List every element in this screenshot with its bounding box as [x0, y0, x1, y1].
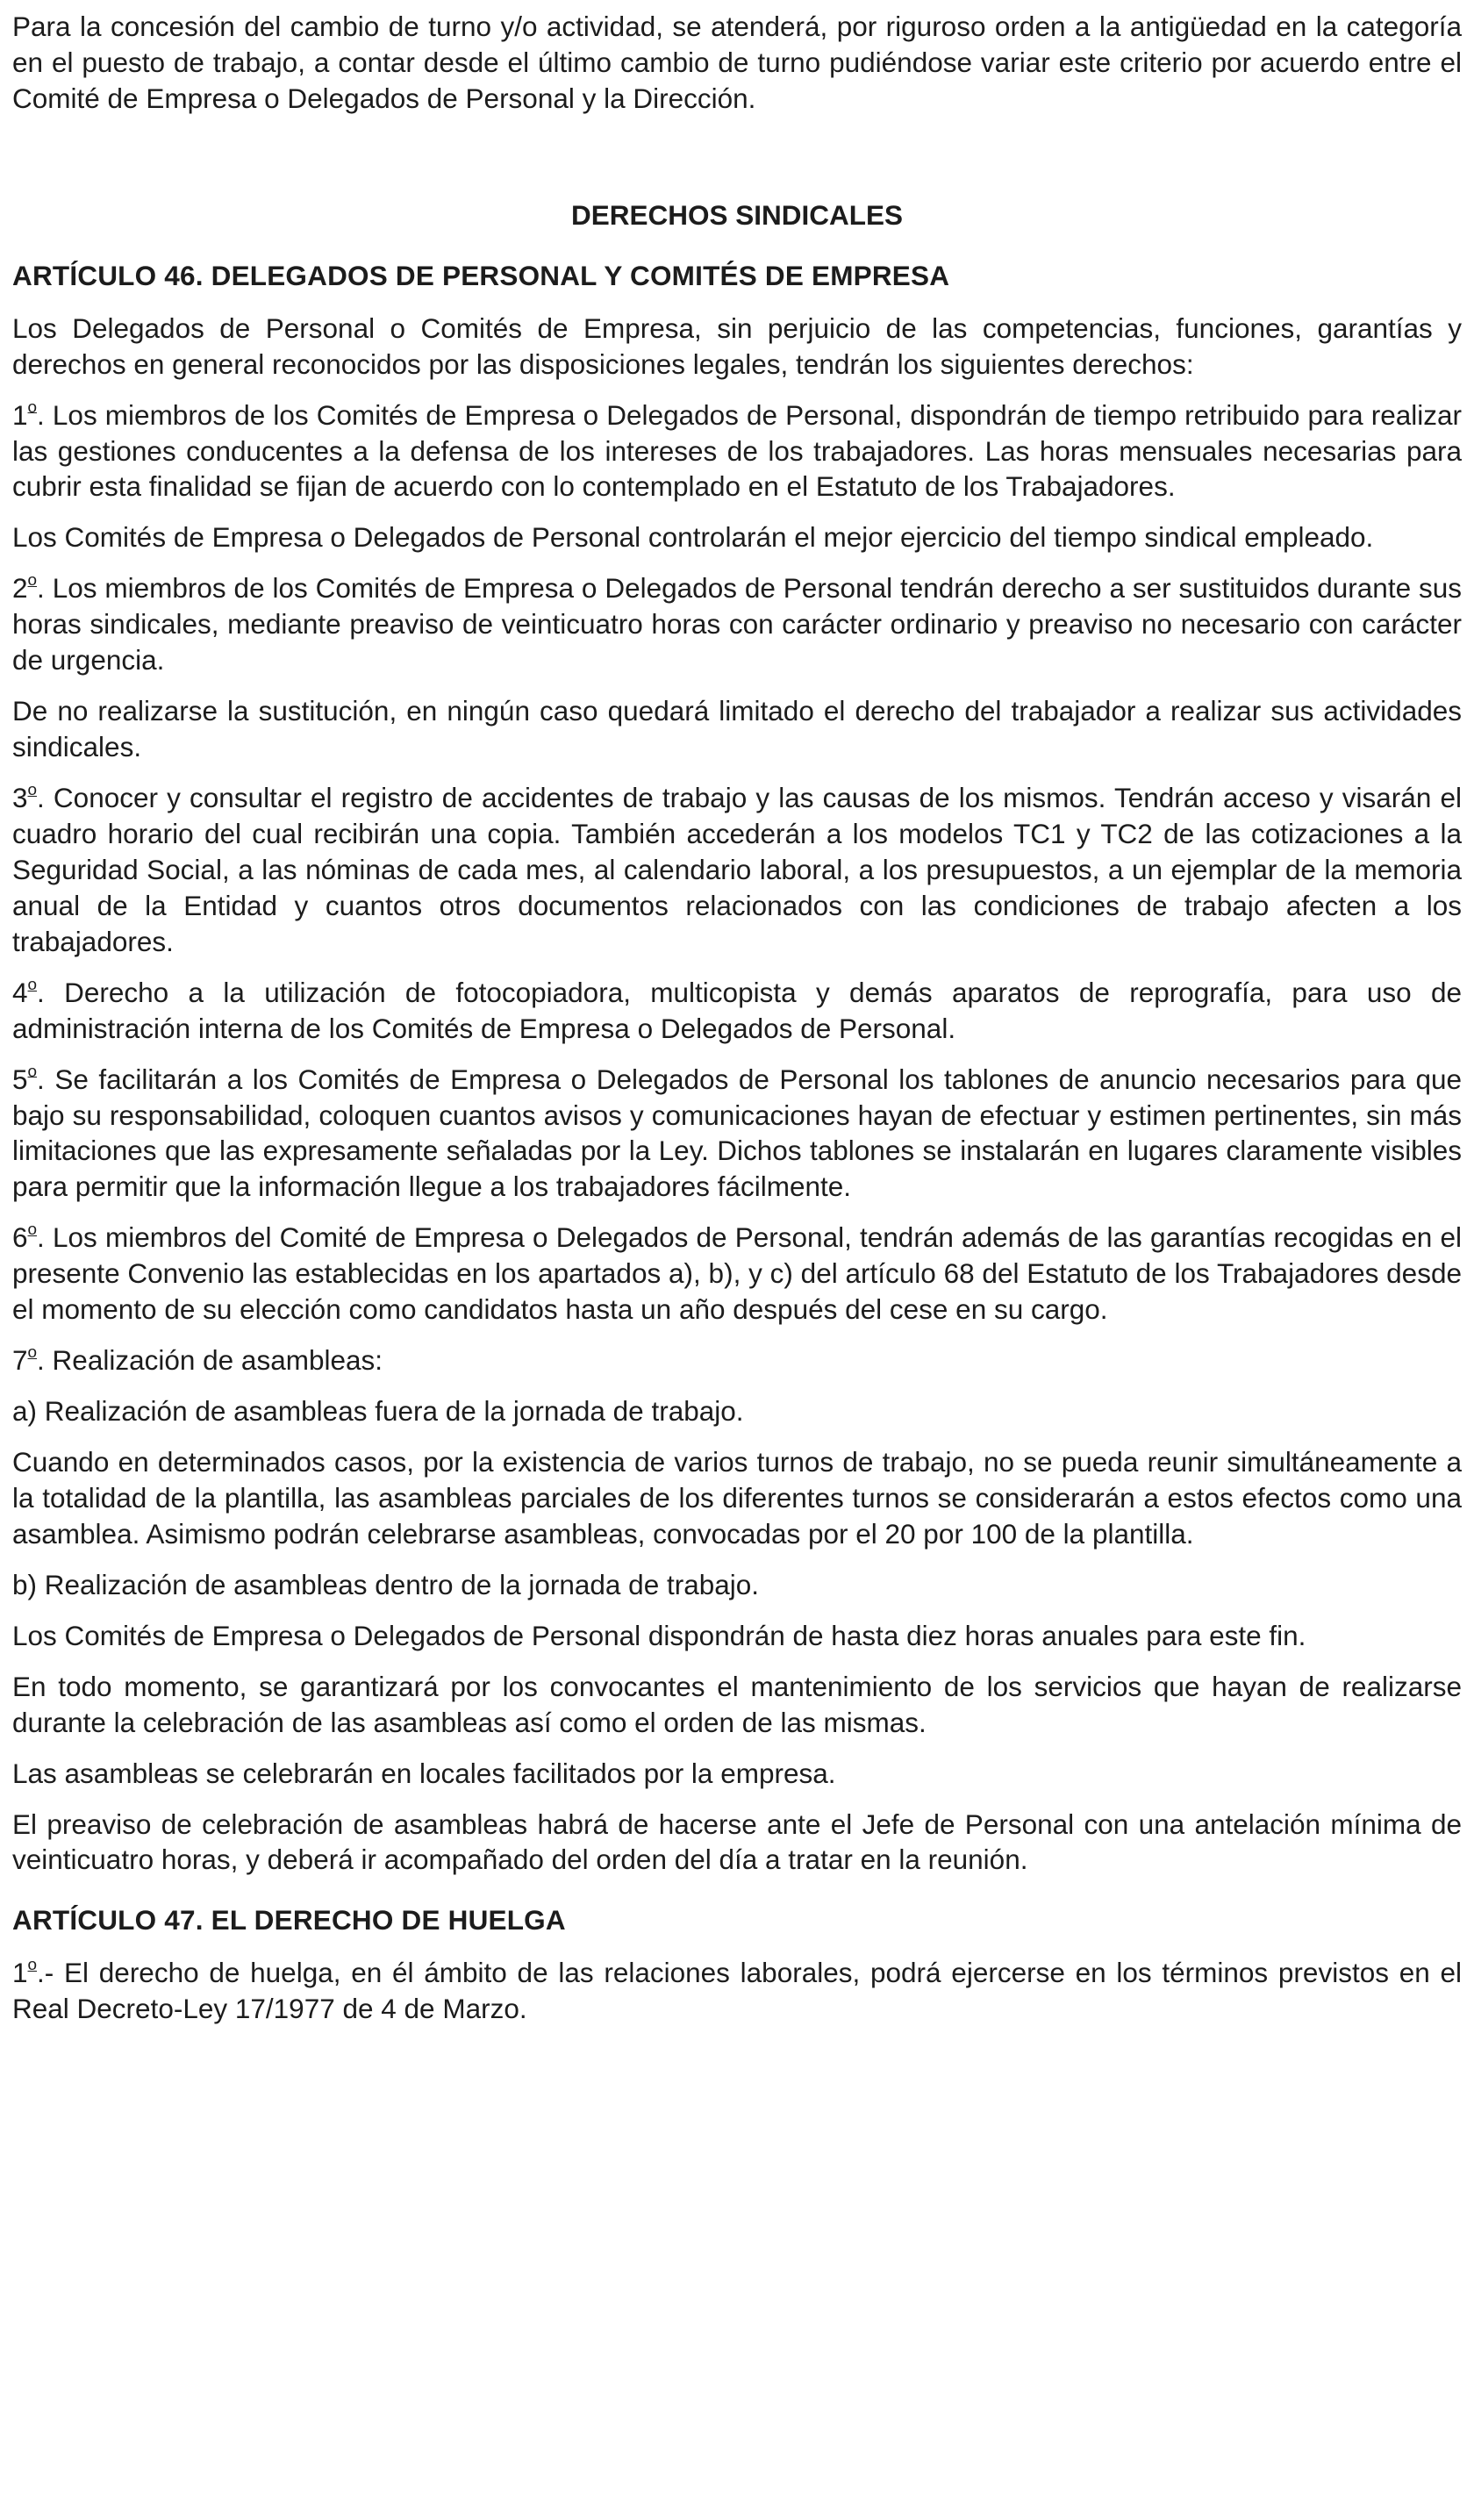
article-46-item-7b-text: Los Comités de Empresa o Delegados de Personal dispondrán de hasta diez horas anuales para este fin. — [12, 1619, 1306, 1651]
article-46-item-5 — [12, 1062, 1462, 1206]
article-46-item-3 — [12, 780, 1462, 960]
article-46-item-7 — [12, 1342, 1462, 1378]
article-46-item-1 — [12, 397, 1462, 505]
ordinal-indicator: o — [27, 780, 38, 799]
item-number: 6 — [12, 1221, 28, 1254]
article-47-title: ARTÍCULO 47. EL DERECHO DE HUELGA — [12, 1904, 566, 1937]
item-text: . Realización de asambleas: — [37, 1344, 383, 1377]
article-46-item-7a-text: Cuando en determinados casos, por la existencia de varios turnos de trabajo, no se pueda reunir simultáneamente a la totalidad de la plantilla, las asambleas parciales de los diferentes turnos se considerarán a estos efectos como una asamblea. Asimismo podrán celebrarse asambleas, convocadas por el 20 por 100 de la plantilla. — [12, 1446, 1462, 1550]
article-46-item-1-followup: Los Comités de Empresa o Delegados de Personal controlarán el mejor ejercicio del tiempo sindical empleado. — [12, 521, 1374, 554]
item-number: 2 — [12, 572, 28, 605]
ordinal-indicator: o — [27, 1062, 38, 1081]
article-46-item-7a: a) Realización de asambleas fuera de la jornada de trabajo. — [12, 1395, 744, 1428]
section-title: DERECHOS SINDICALES — [570, 198, 904, 231]
item-number: 1 — [12, 398, 28, 431]
item-text: . Los miembros de los Comités de Empresa o Delegados de Personal, dispondrán de tiempo retribuido para realizar las gestiones conducentes a la defensa de los intereses de los trabajadores. Las horas mensuales necesarias para cubrir esta finalidad se fijan de acuerdo con lo contemplado en el Estatuto de los Trabajadores. — [12, 398, 1462, 503]
article-46-guarantee: En todo momento, se garantizará por los convocantes el mantenimiento de los servicios que hayan de realizarse durante la celebración de las asambleas así como el orden de las mismas. — [12, 1670, 1462, 1738]
item-number: 4 — [12, 976, 28, 1008]
item-text: . Los miembros de los Comités de Empresa o Delegados de Personal tendrán derecho a ser sustituidos durante sus horas sindicales, mediante preaviso de veinticuatro horas con carácter ordinario y preaviso no necesario con carácter de urgencia. — [12, 572, 1462, 677]
article-46-item-2-followup: De no realizarse la sustitución, en ningún caso quedará limitado el derecho del trabajador a realizar sus actividades sindicales. — [12, 695, 1462, 763]
article-46-intro: Los Delegados de Personal o Comités de Empresa, sin perjuicio de las competencias, funciones, garantías y derechos en general reconocidos por las disposiciones legales, tendrán los siguientes derechos: — [12, 311, 1462, 380]
article-47-item-1 — [12, 1955, 1462, 2027]
item-number: 5 — [12, 1063, 28, 1095]
document-page — [12, 9, 1462, 2042]
article-46-locales: Las asambleas se celebrarán en locales facilitados por la empresa. — [12, 1757, 836, 1789]
item-text: . Se facilitarán a los Comités de Empresa o Delegados de Personal los tablones de anuncio necesarios para que bajo su responsabilidad, coloquen cuantos avisos y comunicaciones hayan de efectuar y estimen pertinentes, sin más limitaciones que las expresamente señaladas por la Ley. Dichos tablones se instalarán en lugares claramente visibles para permitir que la información llegue a los trabajadores fácilmente. — [12, 1063, 1462, 1203]
item-text: .- El derecho de huelga, en él ámbito de las relaciones laborales, podrá ejercerse en los términos previstos en el Real Decreto-Ley 17/1977 de 4 de Marzo. — [12, 1957, 1462, 2025]
ordinal-indicator: o — [27, 975, 38, 994]
ordinal-indicator: o — [27, 1221, 38, 1240]
item-text: . Los miembros del Comité de Empresa o Delegados de Personal, tendrán además de las garantías recogidas en el presente Convenio las establecidas en los apartados a), b), y c) del artículo 68 del Estatuto de los Trabajadores desde el momento de su elección como candidatos hasta un año después del cese en su cargo. — [12, 1221, 1462, 1326]
item-number: 7 — [12, 1344, 28, 1377]
article-46-title: ARTÍCULO 46. DELEGADOS DE PERSONAL Y COMITÉS DE EMPRESA — [12, 259, 950, 291]
article-46-item-2 — [12, 570, 1462, 678]
ordinal-indicator: o — [27, 1956, 38, 1975]
article-46-item-6 — [12, 1220, 1462, 1328]
ordinal-indicator: o — [27, 397, 38, 417]
intro-paragraph: Para la concesión del cambio de turno y/o actividad, se atenderá, por riguroso orden a la antigüedad en la categoría en el puesto de trabajo, a contar desde el último cambio de turno pudiéndose variar este criterio por acuerdo entre el Comité de Empresa o Delegados de Personal y la Dirección. — [12, 11, 1462, 114]
article-46-item-4 — [12, 975, 1462, 1047]
item-number: 3 — [12, 782, 28, 813]
ordinal-indicator: o — [27, 571, 38, 591]
item-text: . Conocer y consultar el registro de accidentes de trabajo y las causas de los mismos. Tendrán acceso y visarán el cuadro horario del cual recibirán una copia. También accederán a los modelos TC1 y TC2 de las cotizaciones a la Seguridad Social, a las nóminas de cada mes, al calendario laboral, a los presupuestos, a un ejemplar de la memoria anual de la Entidad y cuantos otros documentos relacionados con las condiciones de trabajo afecten a los trabajadores. — [12, 782, 1462, 957]
item-number: 1 — [12, 1957, 28, 1989]
item-text: . Derecho a la utilización de fotocopiadora, multicopista y demás aparatos de reprografía, para uso de administración interna de los Comités de Empresa o Delegados de Personal. — [12, 976, 1462, 1044]
article-46-item-7b: b) Realización de asambleas dentro de la jornada de trabajo. — [12, 1568, 760, 1600]
article-46-preaviso: El preaviso de celebración de asambleas habrá de hacerse ante el Jefe de Personal con una antelación mínima de veinticuatro horas, y deberá ir acompañado del orden del día a tratar en la reunión. — [12, 1808, 1462, 1876]
ordinal-indicator: o — [27, 1342, 38, 1362]
